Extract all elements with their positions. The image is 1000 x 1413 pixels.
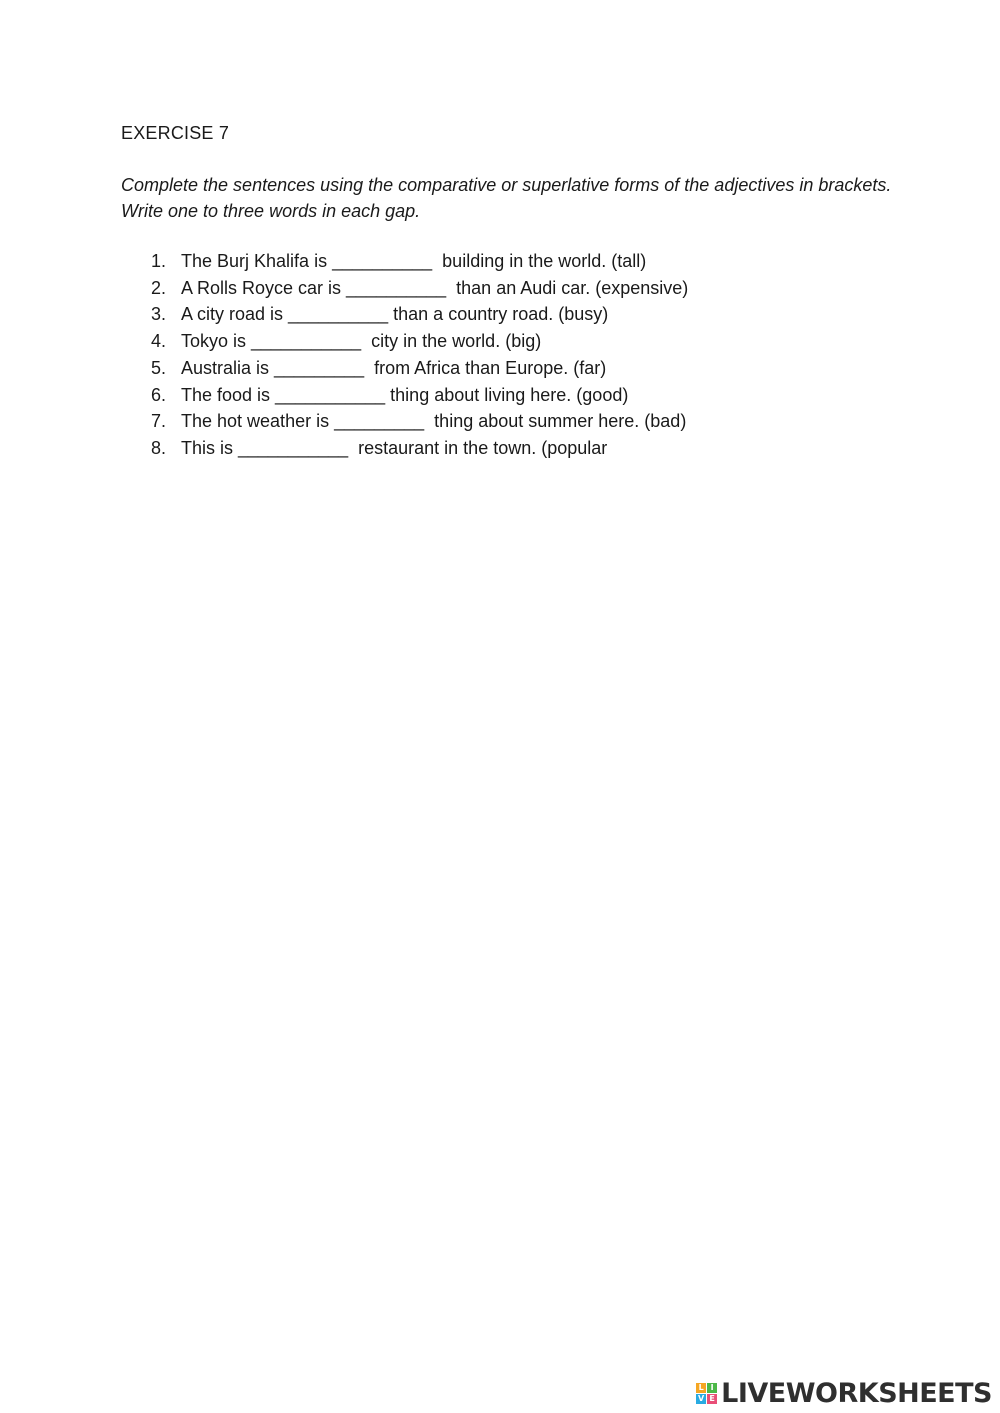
list-item [121,301,688,328]
item-number: 4. [151,331,167,352]
item-number: 7. [151,411,167,432]
item-text: Australia is _________ from Africa than Europe. (far) [181,357,607,378]
logo-letter: I [707,1383,717,1393]
list-item [121,435,688,462]
item-text: The food is ___________ thing about living here. (good) [181,384,629,405]
exercise-title: EXERCISE 7 [121,123,230,143]
list-item [121,382,688,409]
item-number: 5. [151,357,167,378]
item-number: 8. [151,437,167,458]
logo-letter: V [698,1394,705,1403]
exercise-instructions: Complete the sentences using the comparative or superlative forms of the adjectives in brackets. Write one to three words in each gap. [121,175,892,221]
item-number: 3. [151,304,167,325]
liveworksheets-logo-icon [696,1383,717,1404]
list-item [121,275,688,302]
watermark-text: LIVEWORKSHEETS [721,1378,992,1409]
item-text: A city road is __________ than a country road. (busy) [181,304,609,325]
liveworksheets-watermark [696,1380,992,1407]
list-item [121,408,688,435]
list-item [121,355,688,382]
list-item [121,328,688,355]
list-item [121,248,688,275]
item-text: A Rolls Royce car is __________ than an Audi car. (expensive) [181,277,689,298]
logo-letter: E [707,1394,717,1404]
item-number: 2. [151,277,167,298]
item-text: This is ___________ restaurant in the town. (popular [181,437,608,458]
item-number: 6. [151,384,167,405]
item-text: Tokyo is ___________ city in the world. (big) [181,331,542,352]
exercise-list [121,248,688,462]
item-number: 1. [151,251,167,271]
item-text: The Burj Khalifa is __________ building in the world. (tall) [181,251,647,271]
logo-letter: L [696,1383,706,1393]
item-text: The hot weather is _________ thing about summer here. (bad) [181,411,687,432]
